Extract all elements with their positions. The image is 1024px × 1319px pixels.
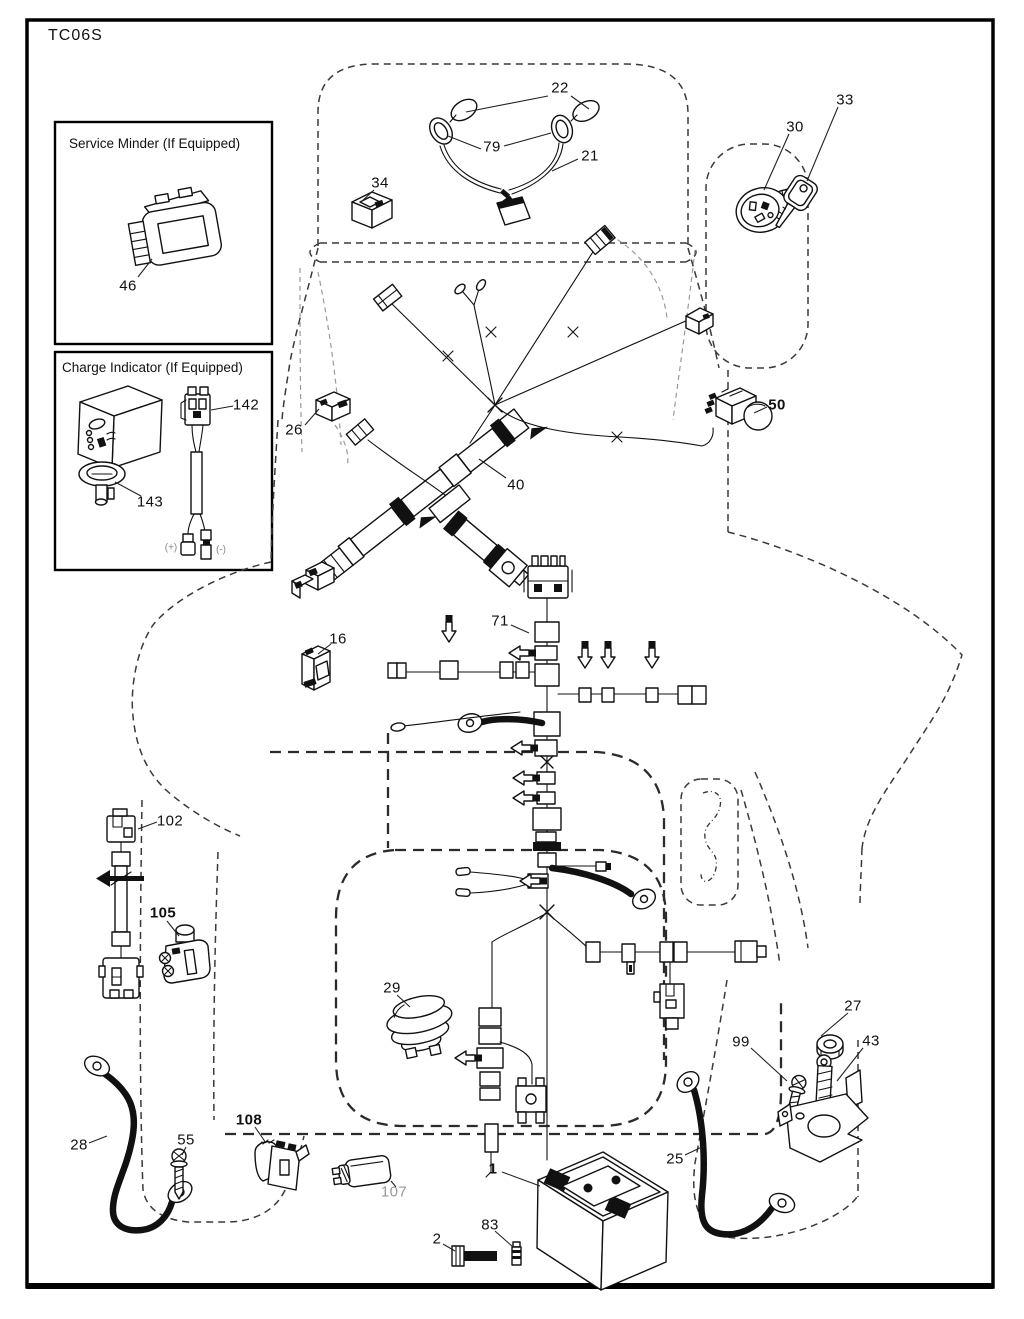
- connector-3d: [516, 1078, 546, 1123]
- callout-solenoid-105: 105: [149, 904, 177, 922]
- callout-battery-cable-25: 25: [666, 1150, 684, 1168]
- callout-harness-71: 71: [491, 612, 509, 630]
- callout-screw-99: 99: [732, 1033, 750, 1051]
- callout-fuse-assembly-102: 102: [156, 812, 184, 830]
- page-title: TC06S: [48, 27, 103, 44]
- terminal-positive-label: (+): [164, 542, 178, 554]
- callout-ignition-switch-30: 30: [786, 118, 804, 136]
- interlock-switch-16-part: [302, 646, 330, 690]
- main-harness-40-part: [292, 226, 713, 598]
- callout-relay-26: 26: [285, 421, 303, 439]
- charge-indicator-inset-box: [55, 352, 272, 570]
- charge-indicator-inset-title: Charge Indicator (If Equipped): [62, 360, 243, 375]
- fuse-assembly-102-part: [96, 809, 144, 998]
- connector-upper-right: [686, 308, 713, 334]
- bolt-2-part: [452, 1246, 497, 1266]
- callout-solenoid-108: 108: [235, 1111, 263, 1129]
- harness-71-part: [388, 556, 766, 1177]
- callout-interlock-switch-16: 16: [329, 630, 347, 648]
- callout-screw-55: 55: [177, 1131, 195, 1149]
- callout-battery-1: 1: [488, 1160, 498, 1178]
- callout-headlight-harness-21: 21: [581, 147, 599, 165]
- battery-cable-25-part: [673, 1067, 797, 1234]
- callout-bulb-22: 22: [551, 79, 569, 97]
- callout-switch-34: 34: [371, 174, 389, 192]
- terminal-negative-label: (-): [216, 544, 226, 556]
- harness-end-connectors: [292, 562, 334, 598]
- battery-1-part: [537, 1152, 668, 1290]
- callout-charge-harness-142: 142: [232, 396, 260, 414]
- screw-83-part: [512, 1242, 521, 1265]
- callout-nut-27: 27: [844, 997, 862, 1015]
- relay-107-part: [331, 1155, 391, 1190]
- callout-bracket-43: 43: [862, 1032, 880, 1050]
- bracket-43-part: [778, 1055, 868, 1162]
- relay-26-part: [316, 392, 350, 421]
- solenoid-105-part: [160, 925, 211, 983]
- switch-34-part: [352, 192, 392, 228]
- callout-screw-83: 83: [481, 1216, 499, 1234]
- callout-charge-indicator-143: 143: [136, 493, 164, 511]
- callout-key-33: 33: [836, 91, 854, 109]
- callout-main-harness-40: 40: [507, 476, 525, 494]
- horn-29-part: [383, 991, 460, 1063]
- callout-ground-cable-28: 28: [70, 1136, 88, 1154]
- ground-cable-28-part: [81, 1052, 195, 1230]
- callout-service-minder-46: 46: [119, 277, 137, 295]
- callout-bolt-2: 2: [432, 1230, 442, 1248]
- callout-socket-79: 79: [483, 138, 501, 156]
- callout-horn-29: 29: [383, 979, 401, 997]
- service-minder-inset-title: Service Minder (If Equipped): [69, 136, 241, 151]
- callout-relay-107: 107: [380, 1183, 408, 1201]
- callout-plunger-switch-50: 50: [768, 396, 786, 414]
